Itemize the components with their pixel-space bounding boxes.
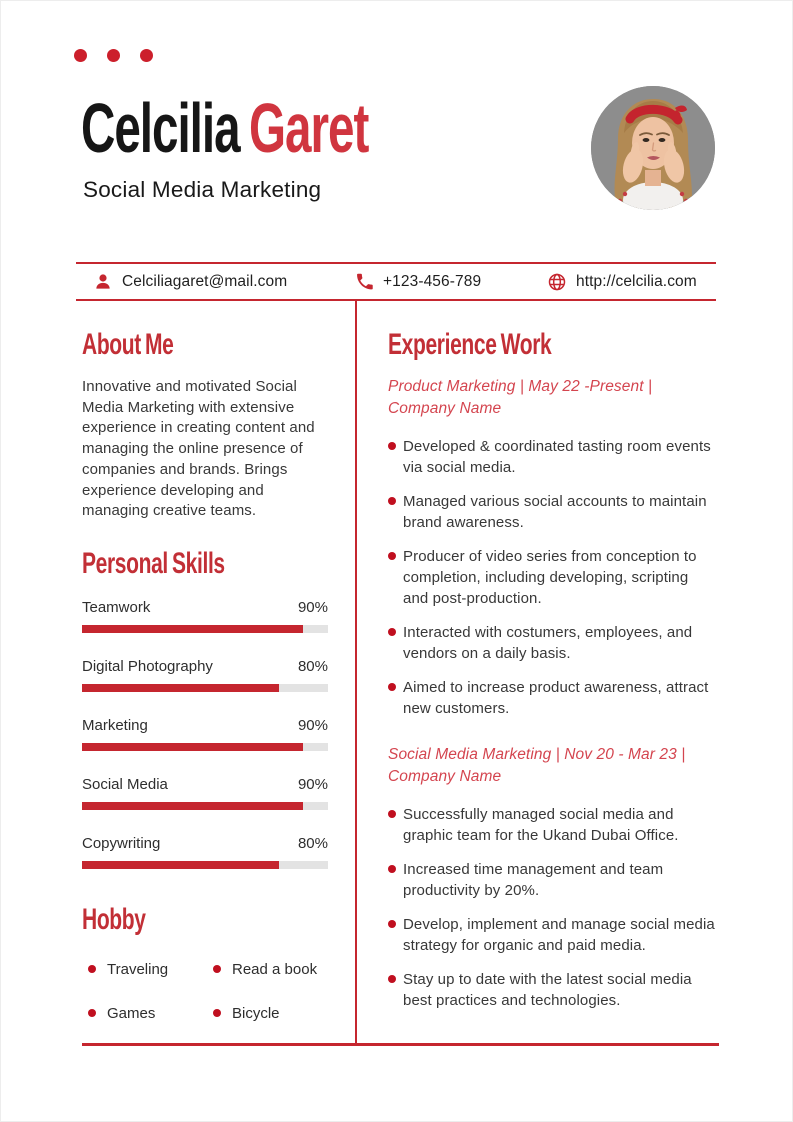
skill-percent: 90% bbox=[297, 716, 328, 734]
experience-bullet: Developed & coordinated tasting room events via social media. bbox=[388, 436, 715, 478]
skill-percent: 80% bbox=[297, 657, 328, 675]
bullet-icon bbox=[388, 442, 396, 450]
bullet-icon bbox=[388, 920, 396, 928]
hobby-list bbox=[82, 961, 328, 1022]
skill-percent: 90% bbox=[297, 598, 328, 616]
skill-label: Digital Photography bbox=[82, 657, 213, 675]
job-subtitle: Social Media Marketing bbox=[83, 177, 322, 202]
bullet-icon bbox=[213, 965, 221, 973]
contact-bar bbox=[76, 262, 716, 301]
bottom-rule bbox=[82, 1043, 719, 1046]
experience-heading: Experience Work bbox=[388, 328, 552, 361]
about-text: Innovative and motivated Social Media Marketing with extensive experience in creating content and managing the online presence of companies and brands. Brings experience developing and managing creative teams. bbox=[82, 378, 315, 520]
bullet-icon bbox=[88, 1009, 96, 1017]
skill-label: Teamwork bbox=[82, 598, 151, 616]
hobby-item bbox=[213, 961, 328, 978]
skill-bar-fill bbox=[82, 684, 279, 692]
bullet-icon bbox=[388, 810, 396, 818]
dot-icon bbox=[74, 49, 87, 62]
profile-photo bbox=[591, 86, 715, 210]
hobby-item bbox=[88, 1005, 213, 1022]
bullet-icon bbox=[88, 965, 96, 973]
experience-bullet: Managed various social accounts to maintain brand awareness. bbox=[388, 491, 715, 533]
bullet-icon bbox=[213, 1009, 221, 1017]
phone-icon bbox=[355, 272, 374, 291]
email-text: Celciliagaret@mail.com bbox=[122, 272, 288, 290]
name-first: Celcilia bbox=[81, 89, 240, 167]
about-heading: About Me bbox=[82, 328, 174, 361]
bullet-icon bbox=[388, 975, 396, 983]
left-column bbox=[82, 301, 328, 1022]
skill-bar-track bbox=[82, 684, 328, 692]
skill-bar-track bbox=[82, 861, 328, 869]
job-title-line: Product Marketing | May 22 -Present | bbox=[388, 378, 653, 395]
job-title-2 bbox=[388, 744, 715, 788]
skills-heading: Personal Skills bbox=[82, 546, 225, 580]
skill-label: Copywriting bbox=[82, 834, 161, 852]
hobby-label: Read a book bbox=[232, 960, 318, 978]
website-text: http://celcilia.com bbox=[576, 272, 697, 290]
hobby-label: Games bbox=[107, 1004, 156, 1022]
skill-bar-track bbox=[82, 743, 328, 751]
skill-bar-track bbox=[82, 802, 328, 810]
bullet-icon bbox=[388, 497, 396, 505]
hobby-item bbox=[88, 961, 213, 978]
skill-percent: 90% bbox=[297, 775, 328, 793]
experience-bullet: Producer of video series from conception to completion, including developing, scripting and post-production. bbox=[388, 546, 715, 609]
skill-label: Social Media bbox=[82, 775, 168, 793]
skill-label: Marketing bbox=[82, 716, 148, 734]
experience-bullet: Interacted with costumers, employees, and vendors on a daily basis. bbox=[388, 622, 715, 664]
skill-bar-fill bbox=[82, 861, 279, 869]
contact-website bbox=[547, 264, 697, 299]
skill-row-marketing bbox=[82, 717, 328, 751]
job-company: Company Name bbox=[388, 400, 502, 417]
experience-bullet: Successfully managed social media and graphic team for the Ukand Dubai Office. bbox=[388, 804, 715, 846]
skill-bar-fill bbox=[82, 625, 303, 633]
skill-percent: 80% bbox=[297, 834, 328, 852]
skill-row-digital-photography bbox=[82, 658, 328, 692]
job-title-line: Social Media Marketing | Nov 20 - Mar 23 | bbox=[388, 746, 686, 763]
job-company: Company Name bbox=[388, 768, 502, 785]
name-heading bbox=[81, 89, 369, 167]
experience-bullet: Aimed to increase product awareness, attract new customers. bbox=[388, 677, 715, 719]
skill-bar-track bbox=[82, 625, 328, 633]
bullet-icon bbox=[388, 628, 396, 636]
skill-row-social-media bbox=[82, 776, 328, 810]
contact-phone bbox=[355, 264, 481, 299]
skill-row-copywriting bbox=[82, 835, 328, 869]
profile-photo-illustration bbox=[591, 86, 715, 210]
job-title-1 bbox=[388, 376, 715, 420]
hobby-label: Traveling bbox=[107, 960, 169, 978]
job-1-bullets bbox=[388, 436, 715, 719]
skill-bar-fill bbox=[82, 802, 303, 810]
experience-bullet: Develop, implement and manage social media strategy for organic and paid media. bbox=[388, 914, 715, 956]
bullet-icon bbox=[388, 683, 396, 691]
hobby-item bbox=[213, 1005, 328, 1022]
hobby-label: Bicycle bbox=[232, 1004, 280, 1022]
column-divider bbox=[355, 301, 357, 1044]
experience-bullet: Increased time management and team productivity by 20%. bbox=[388, 859, 715, 901]
decorative-dots bbox=[74, 49, 153, 62]
experience-bullet: Stay up to date with the latest social media best practices and technologies. bbox=[388, 969, 715, 1011]
phone-text: +123-456-789 bbox=[383, 272, 482, 290]
dot-icon bbox=[140, 49, 153, 62]
globe-icon bbox=[547, 272, 567, 292]
hobby-heading: Hobby bbox=[82, 902, 146, 936]
contact-email bbox=[93, 264, 287, 299]
job-2-bullets bbox=[388, 804, 715, 1011]
right-column bbox=[388, 301, 715, 1024]
person-icon bbox=[93, 272, 113, 292]
skill-row-teamwork bbox=[82, 599, 328, 633]
name-last: Garet bbox=[249, 89, 369, 167]
bullet-icon bbox=[388, 865, 396, 873]
dot-icon bbox=[107, 49, 120, 62]
bullet-icon bbox=[388, 552, 396, 560]
skill-bar-fill bbox=[82, 743, 303, 751]
